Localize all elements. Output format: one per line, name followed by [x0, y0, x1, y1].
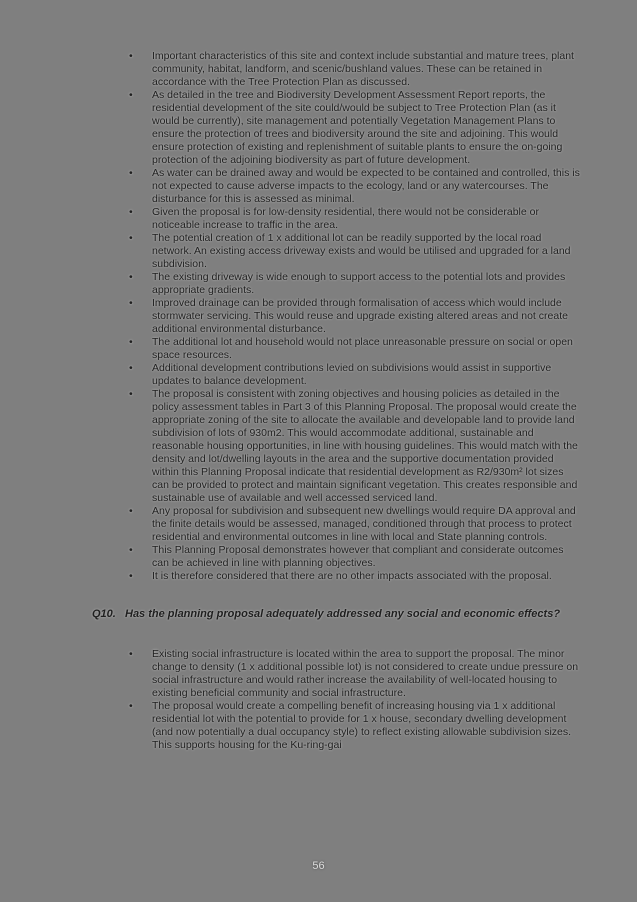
bullet-item: • This Planning Proposal demonstrates however that compliant and considerate outcomes can be achieved in line with planning objectives.: [152, 544, 580, 570]
question-heading: [92, 608, 580, 622]
page-number: 56: [312, 860, 325, 872]
bullet-item: • Additional development contributions levied on subdivisions would assist in supportive updates to balance development.: [152, 362, 580, 388]
bullet-item: • The potential creation of 1 x additional lot can be readily supported by the local road network. An existing access driveway exists and would be utilised and upgraded for a land subdivision.: [152, 232, 580, 271]
question-text: Has the planning proposal adequately addressed any social and economic effects?: [125, 608, 561, 620]
bullet-item: • Important characteristics of this site and context include substantial and mature trees, plant community, habitat, landform, and scenic/bushland values. These can be retained in accordance with the Tree Protection Plan as discussed.: [152, 50, 580, 89]
bullet-item: • Existing social infrastructure is located within the area to support the proposal. The minor change to density (1 x additional possible lot) is not considered to create undue pressure on social infrastructure and would rather increase the availability of well-located housing to existing beneficial community and social infrastructure.: [152, 648, 580, 700]
bullet-item: • The additional lot and household would not place unreasonable pressure on social or open space resources.: [152, 336, 580, 362]
bullet-item: • As water can be drained away and would be expected to be contained and controlled, this is not expected to cause adverse impacts to the ecology, land or any watercourses. The disturbance for this is assessed as minimal.: [152, 167, 580, 206]
impacts-bullet-list: [0, 50, 580, 583]
bullet-item: • The existing driveway is wide enough to support access to the potential lots and provides appropriate gradients.: [152, 271, 580, 297]
question-number: Q10.: [92, 608, 116, 620]
social-economic-bullet-list: [0, 648, 580, 752]
bullet-item: • The proposal is consistent with zoning objectives and housing policies as detailed in the policy assessment tables in Part 3 of this Planning Proposal. The proposal would create the appropriate zoning of the site to allocate the available and developable land to provide land subdivision of lots of 930m2. This would accommodate additional, sustainable and reasonable housing opportunities, in line with housing guidelines. This would match with the density and lot/dwelling layouts in the area and the supportive documentation provided within this Planning Proposal indicate that residential development as R2/930m² lot sizes can be provided to protect and maintain significant vegetation. This creates responsible and sustainable use of available and well accessed serviced land.: [152, 388, 580, 505]
bullet-item: • It is therefore considered that there are no other impacts associated with the proposal.: [152, 570, 580, 583]
page-content: [0, 50, 637, 752]
bullet-item: • Given the proposal is for low-density residential, there would not be considerable or noticeable increase to traffic in the area.: [152, 206, 580, 232]
bullet-item: • As detailed in the tree and Biodiversity Development Assessment Report reports, the residential development of the site could/would be subject to Tree Protection Plan (as it would be currently), site management and potentially Vegetation Management Plans to ensure the protection of trees and biodiversity around the site and adjoining. This would ensure protection of existing and replenishment of suitable plants to ensure the on-going protection of the adjoining biodiversity as part of future development.: [152, 89, 580, 167]
bullet-item: • Any proposal for subdivision and subsequent new dwellings would require DA approval and the finite details would be assessed, managed, conditioned through that process to protect residential and environmental outcomes in line with local and State planning controls.: [152, 505, 580, 544]
bullet-item: • Improved drainage can be provided through formalisation of access which would include stormwater servicing. This would reuse and upgrade existing altered areas and not create additional environmental disturbance.: [152, 297, 580, 336]
bullet-item: • The proposal would create a compelling benefit of increasing housing via 1 x additional residential lot with the potential to provide for 1 x house, secondary dwelling development (and now potentially a dual occupancy style) to reflect existing allowable subdivision sizes. This supports housing for the Ku-ring-gai: [152, 700, 580, 752]
